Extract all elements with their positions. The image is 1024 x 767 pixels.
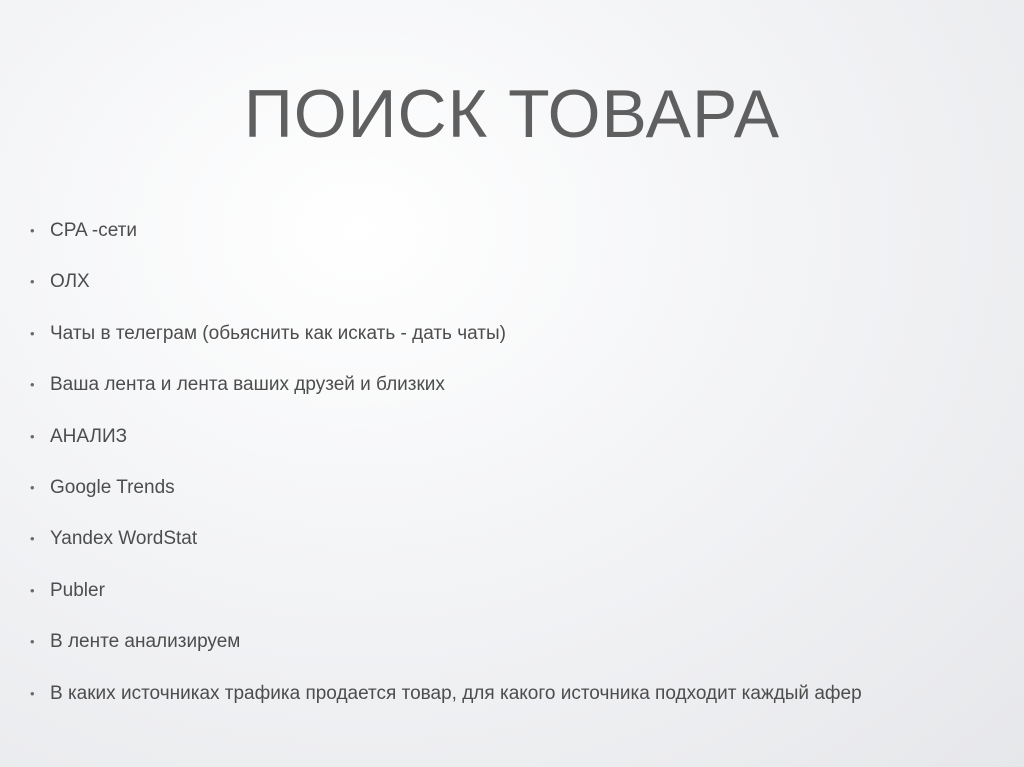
bullet-icon: •	[30, 428, 35, 444]
bullet-icon: •	[30, 377, 35, 393]
list-item-text: В каких источниках трафика продается товар, для какого источника подходит каждый афер	[50, 682, 862, 704]
list-item-text: Чаты в телеграм (обьяснить как искать - дать чаты)	[50, 322, 506, 344]
bullet-icon: •	[30, 685, 35, 701]
list-item	[30, 269, 862, 320]
bullet-icon: •	[30, 531, 35, 547]
bullet-list	[30, 218, 862, 732]
list-item	[30, 629, 862, 680]
list-item-text: АНАЛИЗ	[50, 425, 128, 447]
list-item-text: Ваша лента и лента ваших друзей и близких	[50, 374, 445, 396]
list-item	[30, 681, 862, 732]
list-item-text: CPA -сети	[50, 220, 137, 241]
bullet-icon: •	[30, 325, 35, 341]
bullet-icon: •	[30, 223, 35, 238]
bullet-icon: •	[30, 582, 35, 598]
bullet-icon: •	[30, 479, 35, 495]
list-item-text: Google Trends	[50, 476, 175, 498]
list-item	[30, 424, 862, 475]
list-item	[30, 321, 862, 372]
bullet-icon: •	[30, 634, 35, 650]
list-item	[30, 475, 862, 526]
slide-title: ПОИСК ТОВАРА	[243, 76, 781, 152]
list-item-text: В ленте анализируем	[50, 631, 241, 653]
list-item-text: Yandex WordStat	[50, 528, 198, 550]
list-item	[30, 218, 862, 269]
list-item	[30, 578, 862, 629]
list-item-text: Publer	[50, 579, 105, 601]
list-item	[30, 526, 862, 577]
list-item	[30, 372, 862, 423]
list-item-text: ОЛХ	[50, 271, 90, 293]
bullet-icon: •	[30, 274, 35, 290]
